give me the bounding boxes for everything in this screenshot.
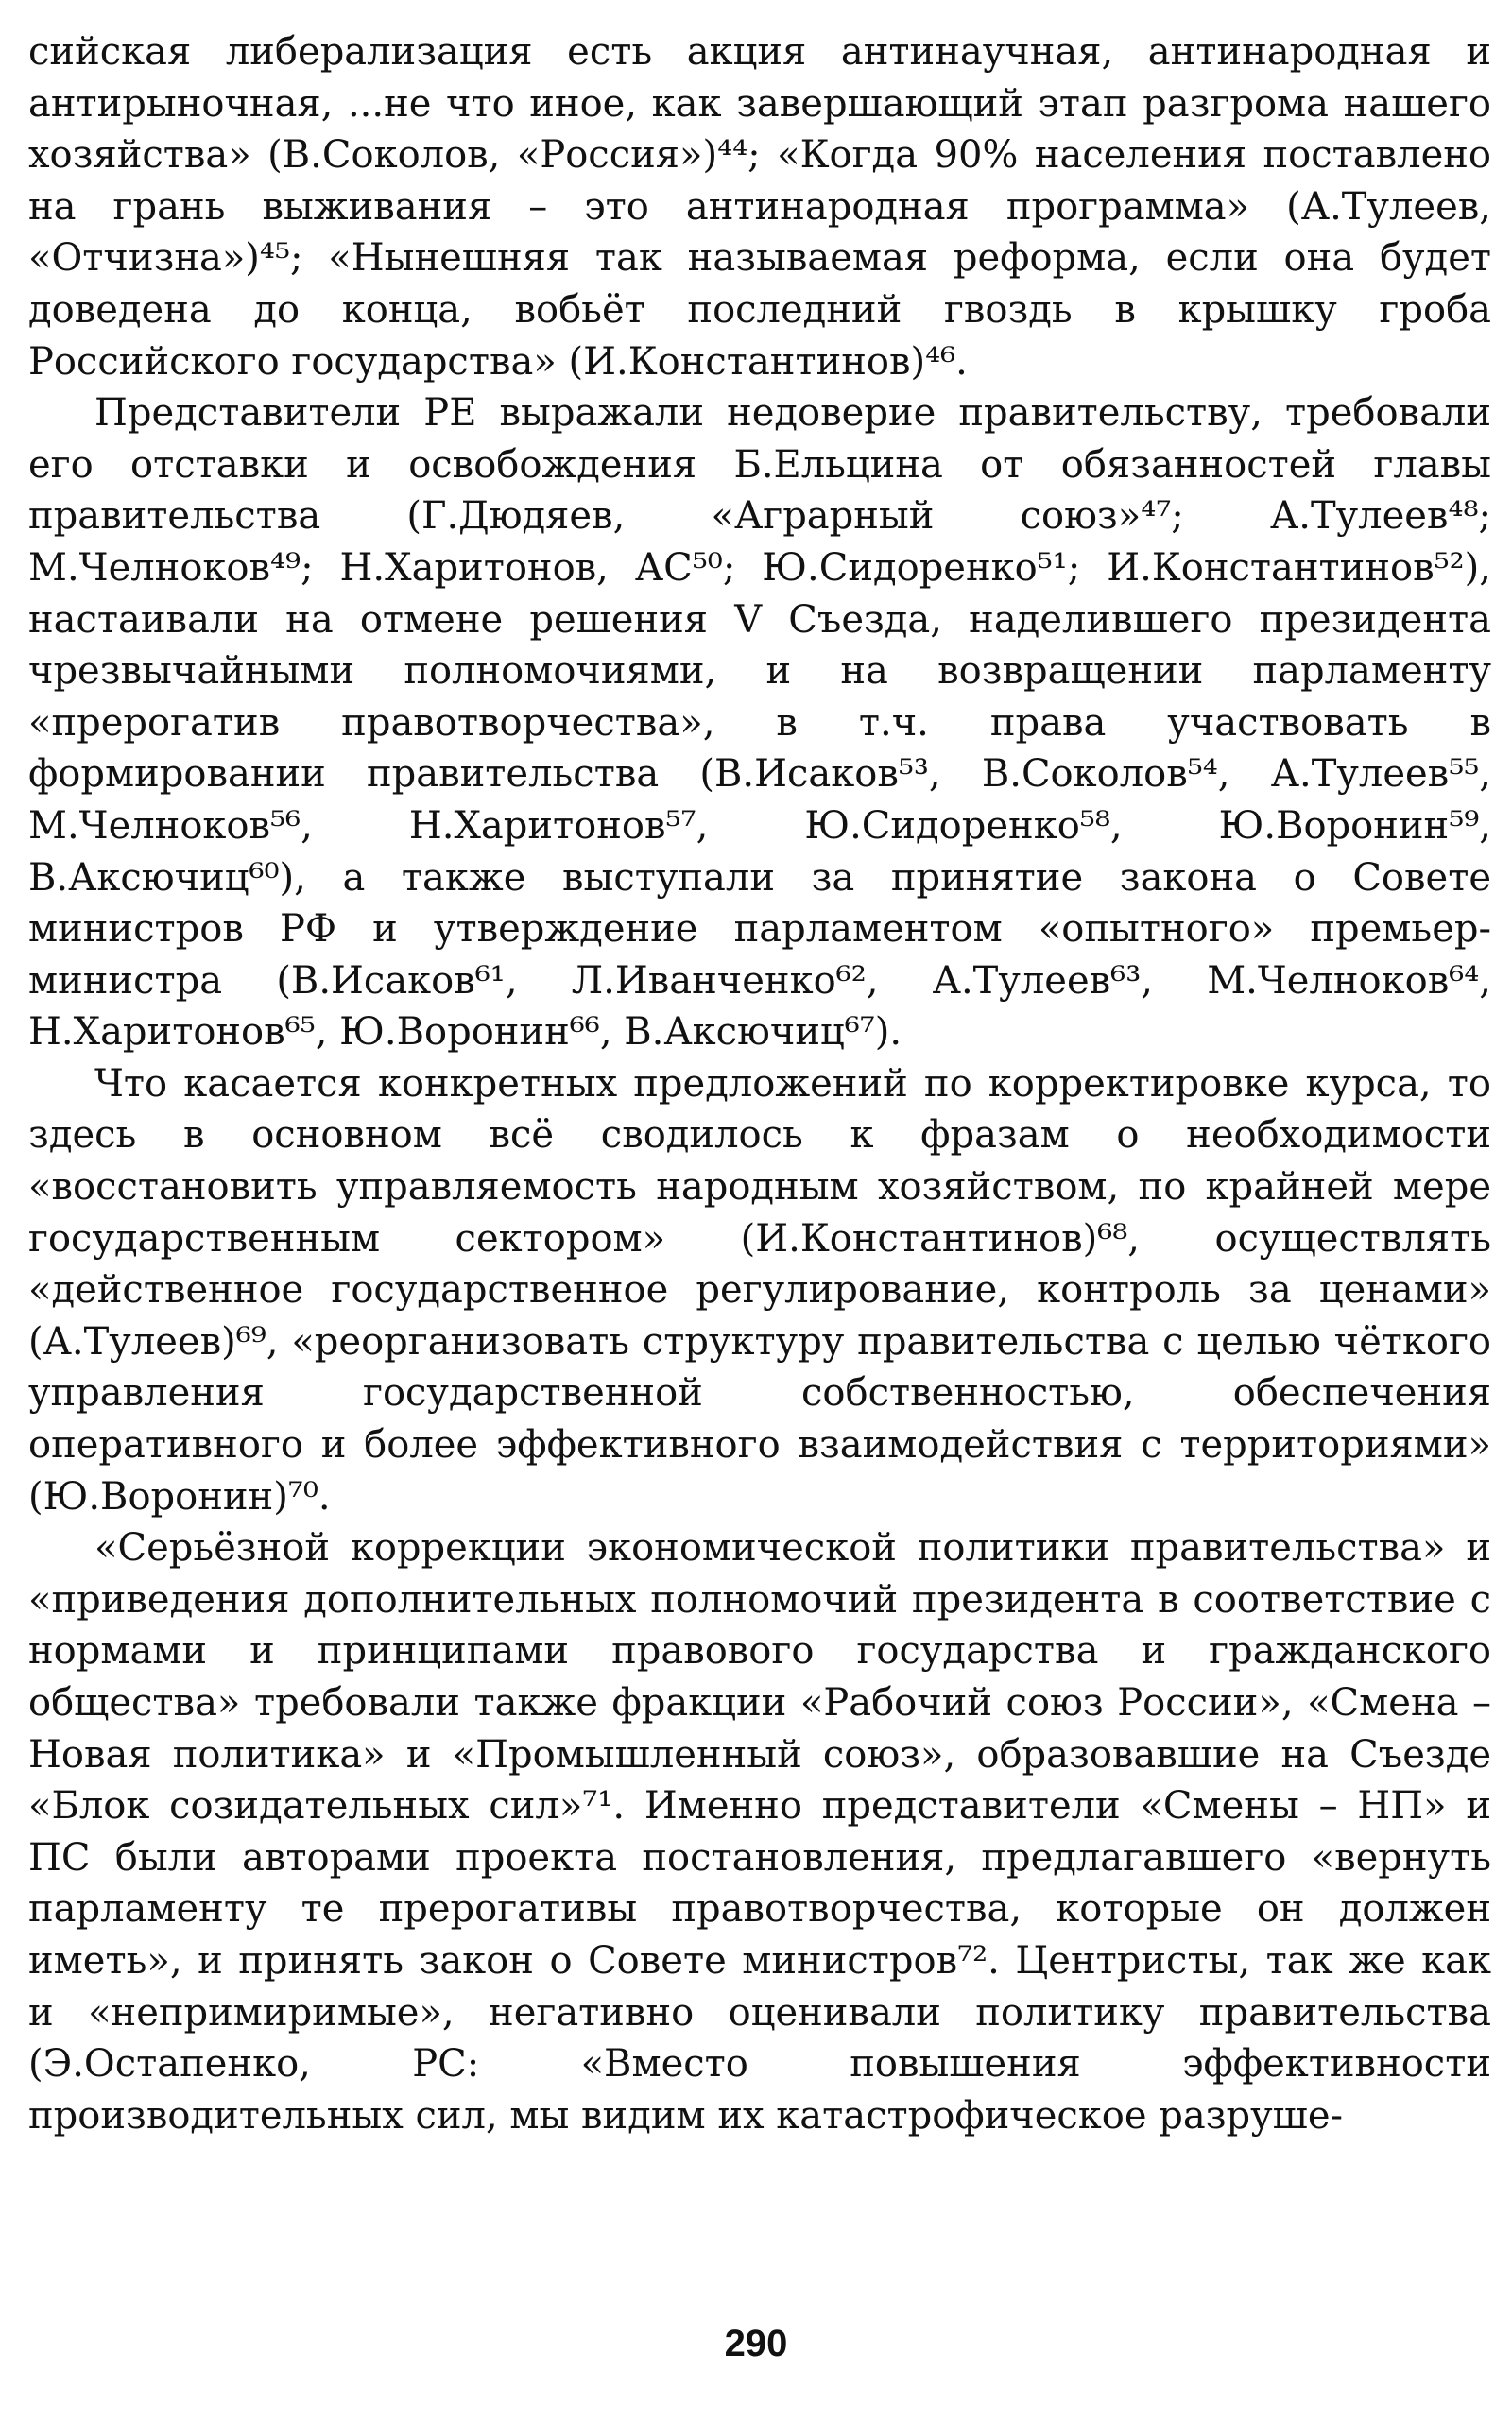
paragraph-3: Что касается конкретных предложений по корректировке курса, то здесь в основном всё сводилось к фразам о необходимости «восстановить управляемость народным хозяйством, по крайней мере государственным сектором» (И.Константинов)⁶⁸, осуществлять «действенное государственное регулирование, контроль за ценами» (А.Тулеев)⁶⁹, «реорганизовать структуру правительства с целью чёткого управления государственной собственностью, обеспечения оперативного и более эффективного взаимодействия с территориями» (Ю.Воронин)⁷⁰.: [28, 1061, 1491, 1519]
paragraph-2: Представители РЕ выражали недоверие правительству, требовали его отставки и освобождения Б.Ельцина от обязанностей главы правительства (Г.Дюдяев, «Аграрный союз»⁴⁷; А.Тулеев⁴⁸; М.Челноков⁴⁹; Н.Харитонов, АС⁵⁰; Ю.Сидоренко⁵¹; И.Константинов⁵²), настаивали на отмене решения V Съезда, наделившего президента чрезвычайными полномочиями, и на возвращении парламенту «прерогатив правотворчества», в т.ч. права участвовать в формировании правительства (В.Исаков⁵³, В.Соколов⁵⁴, А.Тулеев⁵⁵, М.Челноков⁵⁶, Н.Харитонов⁵⁷, Ю.Сидоренко⁵⁸, Ю.Воронин⁵⁹, В.Аксючиц⁶⁰), а также выступали за принятие закона о Совете министров РФ и утверждение парламентом «опытного» премьер-министра (В.Исаков⁶¹, Л.Иванченко⁶², А.Тулеев⁶³, М.Челноков⁶⁴, Н.Харитонов⁶⁵, Ю.Воронин⁶⁶, В.Аксючиц⁶⁷).: [28, 391, 1491, 1055]
document-body: [28, 26, 1491, 2141]
page-number: 290: [724, 2323, 788, 2364]
paragraph-4: «Серьёзной коррекции экономической политики правительства» и «приведения дополнительных полномочий президента в соответствие с нормами и принципами правового государства и гражданского общества» требовали также фракции «Рабочий союз России», «Смена – Новая политика» и «Промышленный союз», образовавшие на Съезде «Блок созидательных сил»⁷¹. Именно представители «Смены – НП» и ПС были авторами проекта постановления, предлагавшего «вернуть парламенту те прерогативы правотворчества, которые он должен иметь», и принять закон о Совете министров⁷². Центристы, так же как и «непримиримые», негативно оценивали политику правительства (Э.Остапенко, РС: «Вместо повышения эффективности производительных сил, мы видим их катастрофическое разруше-: [28, 1526, 1491, 2138]
paragraph-1: сийская либерализация есть акция антинаучная, антинародная и антирыночная, ...не что иное, как завершающий этап разгрома нашего хозяйства» (В.Соколов, «Россия»)⁴⁴; «Когда 90% населения поставлено на грань выживания – это антинародная программа» (А.Тулеев, «Отчизна»)⁴⁵; «Нынешняя так называемая реформа, если она будет доведена до конца, вобьёт последний гвоздь в крышку гроба Российского государства» (И.Константинов)⁴⁶.: [28, 30, 1491, 384]
